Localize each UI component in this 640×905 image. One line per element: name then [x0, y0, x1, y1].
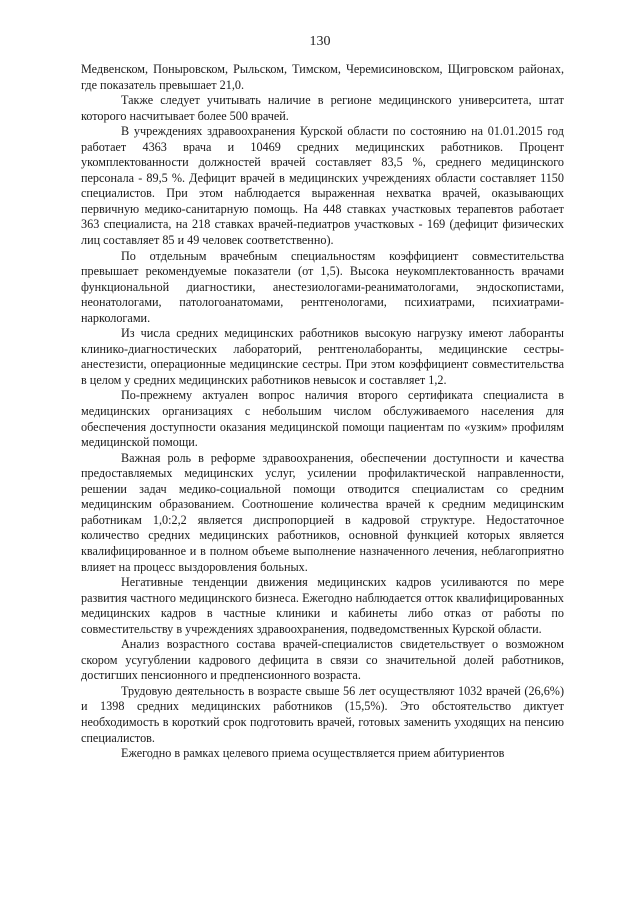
paragraph: По-прежнему актуален вопрос наличия второго сертификата специалиста в медицинских организациях с небольшим числом обслуживаемого населения для обеспечения доступности оказания медицинской помощи пациентам по «узким» профилям медицинской помощи. — [81, 388, 564, 450]
paragraph: Негативные тенденции движения медицинских кадров усиливаются по мере развития частного медицинского бизнеса. Ежегодно наблюдается отток квалифицированных медицинских кадров в частные клиники и кабинеты либо отказ от работы по совместительству в учреждениях здравоохранения, подведомственных Курской области. — [81, 575, 564, 636]
paragraph: В учреждениях здравоохранения Курской области по состоянию на 01.01.2015 год работает 4363 врача и 10469 средних медицинских работников. Процент укомплектованности должностей врачей составляет 83,5 %, среднего медицинского персонала - 89,5 %. Дефицит врачей в медицинских учреждениях области составляет 1150 специалистов. При этом наблюдается выраженная нехватка врачей, оказывающих первичную медико-санитарную помощь. На 448 ставках участковых терапевтов работает 363 специалиста, на 218 ставках врачей-педиатров участковых - 169 (дефицит физических лиц составляет 85 и 49 человек соответственно). — [81, 124, 564, 248]
paragraph: Медвенском, Поныровском, Рыльском, Тимском, Черемисиновском, Щигровском районах, где показатель превышает 21,0. — [81, 62, 564, 92]
paragraph: Анализ возрастного состава врачей-специалистов свидетельствует о возможном скором усугублении кадрового дефицита в связи со значительной долей работников, достигших пенсионного и предпенсионного возраста. — [81, 637, 564, 683]
paragraph: Также следует учитывать наличие в регионе медицинского университета, штат которого насчитывает более 500 врачей. — [81, 93, 564, 123]
paragraph: Из числа средних медицинских работников высокую нагрузку имеют лаборанты клинико-диагностических лабораторий, рентгенолаборанты, медицинские сестры-анестезисти, операционные медицинские сестры. При этом коэффициент совместительства в целом у средних медицинских работников невысок и составляет 1,2. — [81, 326, 564, 387]
paragraph: По отдельным врачебным специальностям коэффициент совместительства превышает рекомендуемые показатели (от 1,5). Высока неукомплектованность врачами функциональной диагностики, анестезиологами-реаниматологами, эндоскопистами, неонатологами, патологоанатомами, рентгенологами, психиатрами, психиатрами-наркологами. — [81, 248, 564, 325]
document-body — [81, 62, 564, 762]
paragraph: Трудовую деятельность в возрасте свыше 56 лет осуществляют 1032 врачей (26,6%) и 1398 средних медицинских работников (15,5%). Это обстоятельство диктует необходимость в короткий срок подготовить врачей, готовых заменить уходящих на пенсию специалистов. — [81, 683, 564, 745]
page-number: 130 — [309, 34, 331, 49]
paragraph: Ежегодно в рамках целевого приема осуществляется прием абитуриентов — [121, 746, 505, 761]
paragraph: Важная роль в реформе здравоохранения, обеспечении доступности и качества предоставляемых медицинских услуг, усилении профилактической направленности, решении задач медико-социальной помощи отводится специалистам со средним медицинским образованием. Соотношение количества врачей к средним медицинским работникам 1,0:2,2 является диспропорцией в кадровой структуре. Недостаточное количество средних медицинских работников, основной функцией которых является квалифицированное и в полном объеме выполнение назначенного лечения, неблагоприятно влияет на процесс выздоровления больных. — [81, 450, 564, 574]
